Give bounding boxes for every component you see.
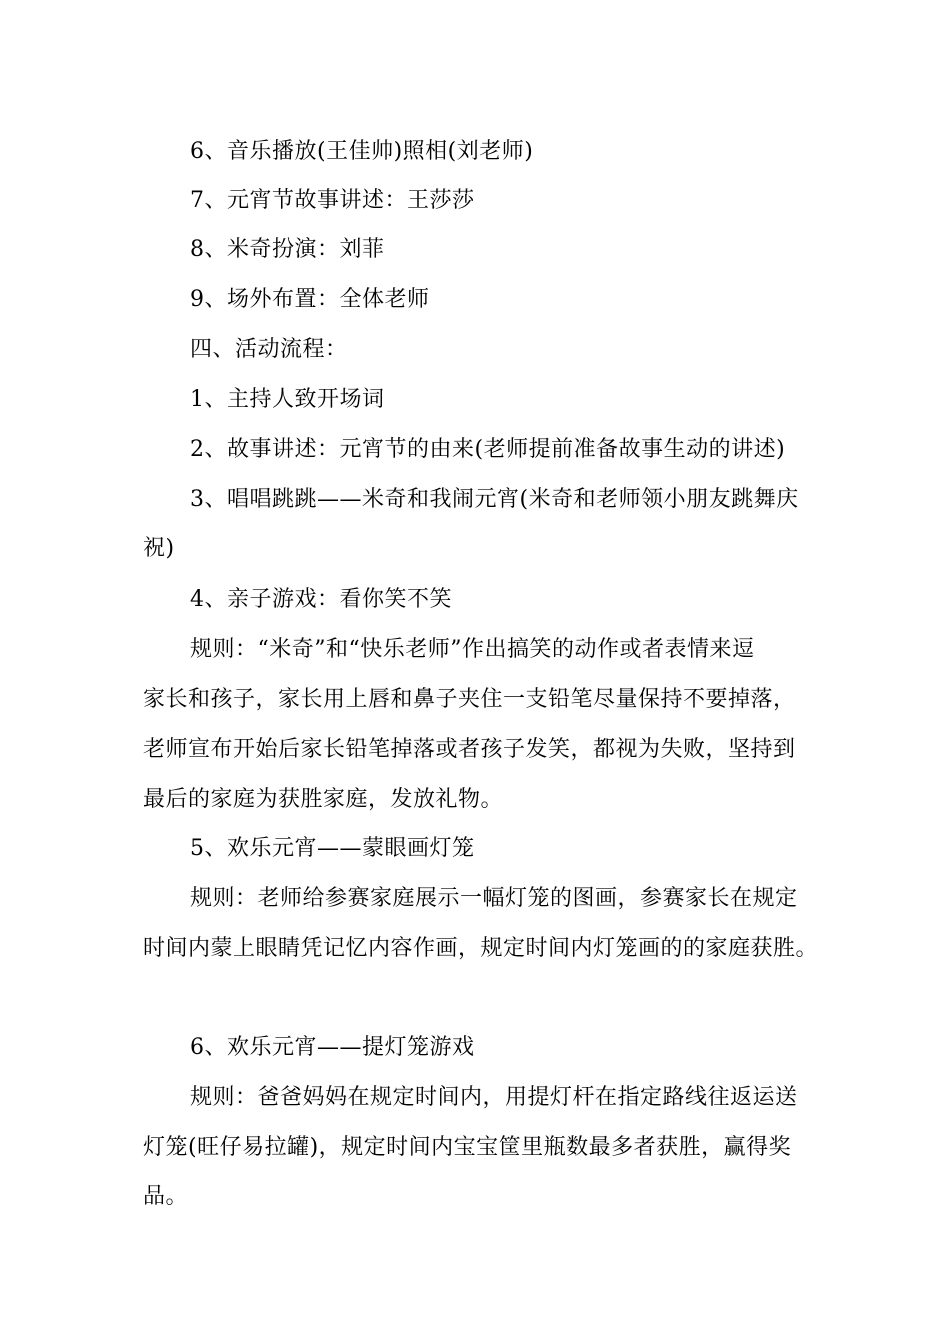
rules-lantern-line-2: 灯笼(旺仔易拉罐)，规定时间内宝宝筐里瓶数最多者获胜，赢得奖 (143, 1135, 792, 1160)
flow-item-lantern-game: 6、欢乐元宵——提灯笼游戏 (190, 1035, 475, 1060)
rules-laugh-line-3: 老师宣布开始后家长铅笔掉落或者孩子发笑，都视为失败，坚持到 (143, 737, 796, 762)
flow-item-opening: 1、主持人致开场词 (190, 387, 385, 412)
staff-venue-setup: 9、场外布置：全体老师 (190, 287, 430, 312)
staff-music-photo: 6、音乐播放(王佳帅)照相(刘老师) (190, 139, 534, 164)
rules-laugh-line-2: 家长和孩子，家长用上唇和鼻子夹住一支铅笔尽量保持不要掉落， (143, 687, 796, 712)
flow-item-dance: 3、唱唱跳跳——米奇和我闹元宵(米奇和老师领小朋友跳舞庆 (190, 487, 799, 512)
rules-laugh-line-1: 规则：“米奇”和“快乐老师”作出搞笑的动作或者表情来逗 (190, 637, 755, 662)
staff-story-teller: 7、元宵节故事讲述：王莎莎 (190, 188, 475, 213)
flow-item-dance-continued: 祝) (143, 536, 175, 561)
rules-laugh-line-4: 最后的家庭为获胜家庭，发放礼物。 (143, 787, 504, 812)
flow-item-game-laugh: 4、亲子游戏：看你笑不笑 (190, 587, 452, 612)
rules-drawing-line-1: 规则：老师给参赛家庭展示一幅灯笼的图画，参赛家长在规定 (190, 886, 798, 911)
rules-lantern-line-1: 规则：爸爸妈妈在规定时间内，用提灯杆在指定路线往返运送 (190, 1085, 798, 1110)
rules-lantern-line-3: 品。 (143, 1184, 189, 1209)
flow-item-blindfold-drawing: 5、欢乐元宵——蒙眼画灯笼 (190, 836, 475, 861)
staff-mickey-role: 8、米奇扮演：刘菲 (190, 237, 385, 262)
flow-item-story: 2、故事讲述：元宵节的由来(老师提前准备故事生动的讲述) (190, 437, 786, 462)
rules-drawing-line-2: 时间内蒙上眼睛凭记忆内容作画，规定时间内灯笼画的的家庭获胜。 (143, 936, 819, 961)
section-heading-activity-flow: 四、活动流程： (190, 337, 348, 362)
